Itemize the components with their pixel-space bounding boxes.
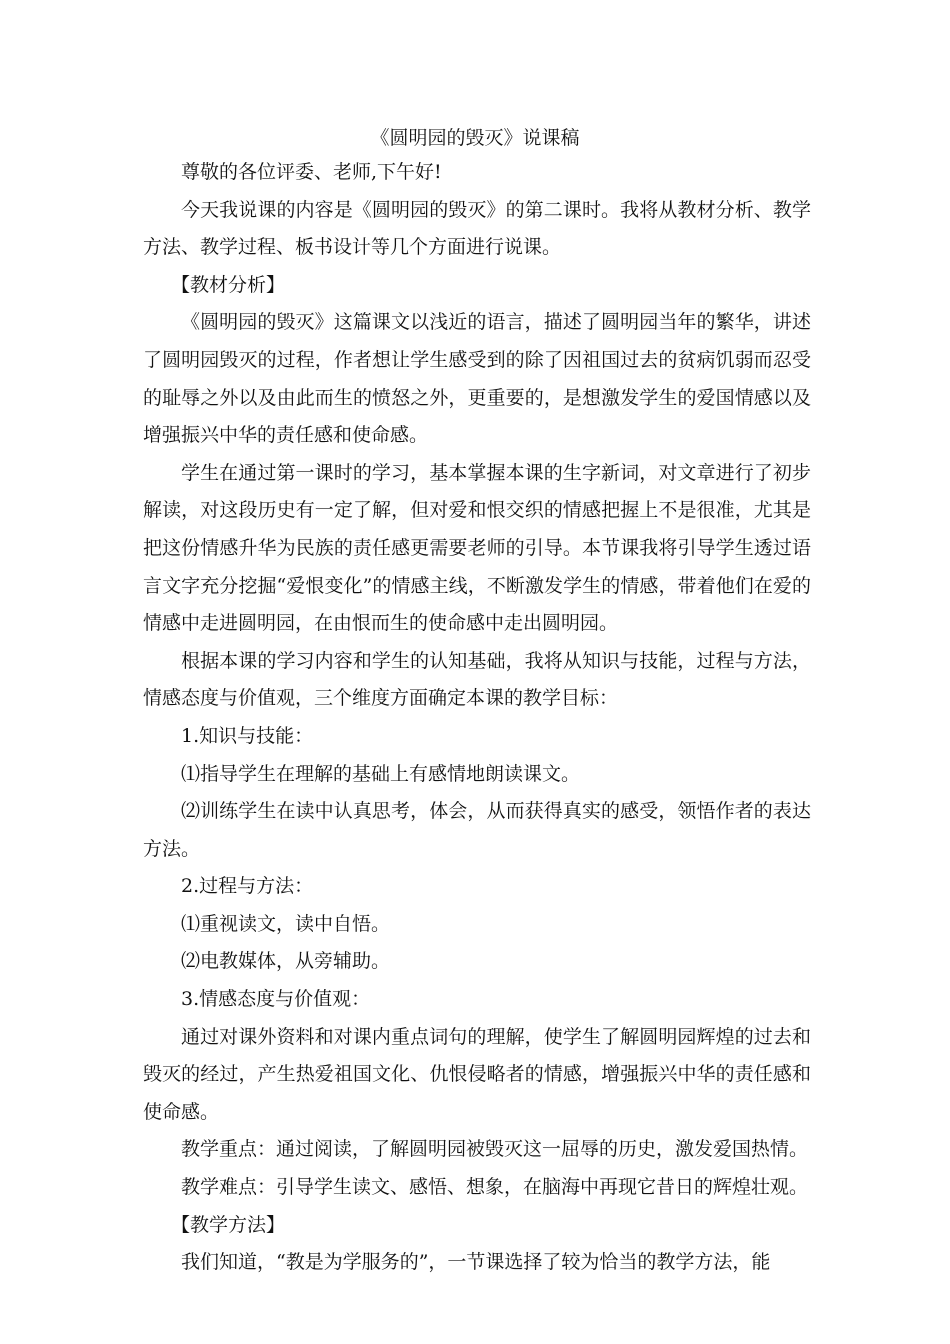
- document-title: 《圆明园的毁灭》说课稿: [370, 127, 580, 149]
- body-paragraph: 通过对课外资料和对课内重点词句的理解，使学生了解圆明园辉煌的过去和毁灭的经过，产生热爱祖国文化、仇恨侵略者的情感，增强振兴中华的责任感和使命感。: [143, 1025, 811, 1123]
- teaching-difficulty: 教学难点：引导学生读文、感悟、想象，在脑海中再现它昔日的辉煌壮观。: [181, 1176, 809, 1199]
- body-paragraph: 根据本课的学习内容和学生的认知基础，我将从知识与技能，过程与方法，情感态度与价值观，三个维度方面确定本课的教学目标：: [143, 649, 811, 710]
- section-heading-textbook-analysis: 【教材分析】: [171, 273, 286, 296]
- body-paragraph: 我们知道，“教是为学服务的”，一节课选择了较为恰当的教学方法，能: [181, 1251, 771, 1274]
- goal-heading-knowledge: 1.知识与技能：: [181, 724, 314, 747]
- teaching-key-point: 教学重点：通过阅读，了解圆明园被毁灭这一屈辱的历史，激发爱国热情。: [181, 1138, 809, 1161]
- body-paragraph: 学生在通过第一课时的学习，基本掌握本课的生字新词，对文章进行了初步解读，对这段历史有一定了解，但对爱和恨交织的情感把握上不是很准，尤其是把这份情感升华为民族的责任感更需要老师的引导。本节课我将引导学生透过语言文字充分挖掘“爱恨变化”的情感主线，不断激发学生的情感，带着他们在爱的情感中走进圆明园，在由恨而生的使命感中走出圆明园。: [143, 461, 811, 635]
- goal-heading-emotion: 3.情感态度与价值观：: [181, 988, 371, 1011]
- goal-item: ⑵电教媒体，从旁辅助。: [181, 950, 391, 973]
- document-body: [143, 154, 811, 1282]
- section-heading-teaching-method: 【教学方法】: [171, 1213, 286, 1236]
- body-paragraph: 《圆明园的毁灭》这篇课文以浅近的语言，描述了圆明园当年的繁华，讲述了圆明园毁灭的过程，作者想让学生感受到的除了因祖国过去的贫病饥弱而忍受的耻辱之外以及由此而生的愤怒之外，更重要的，是想激发学生的爱国情感以及增强振兴中华的责任感和使命感。: [143, 311, 811, 447]
- goal-item: ⑴重视读文，读中自悟。: [181, 912, 391, 935]
- goal-item: ⑵训练学生在读中认真思考，体会，从而获得真实的感受，领悟作者的表达方法。: [143, 800, 811, 860]
- goal-item: ⑴指导学生在理解的基础上有感情地朗读课文。: [181, 762, 581, 785]
- greeting-paragraph: 尊敬的各位评委、老师,下午好!: [181, 161, 442, 183]
- intro-paragraph: 今天我说课的内容是《圆明园的毁灭》的第二课时。我将从教材分析、教学方法、教学过程、板书设计等几个方面进行说课。: [143, 198, 811, 259]
- goal-heading-process: 2.过程与方法：: [181, 875, 314, 898]
